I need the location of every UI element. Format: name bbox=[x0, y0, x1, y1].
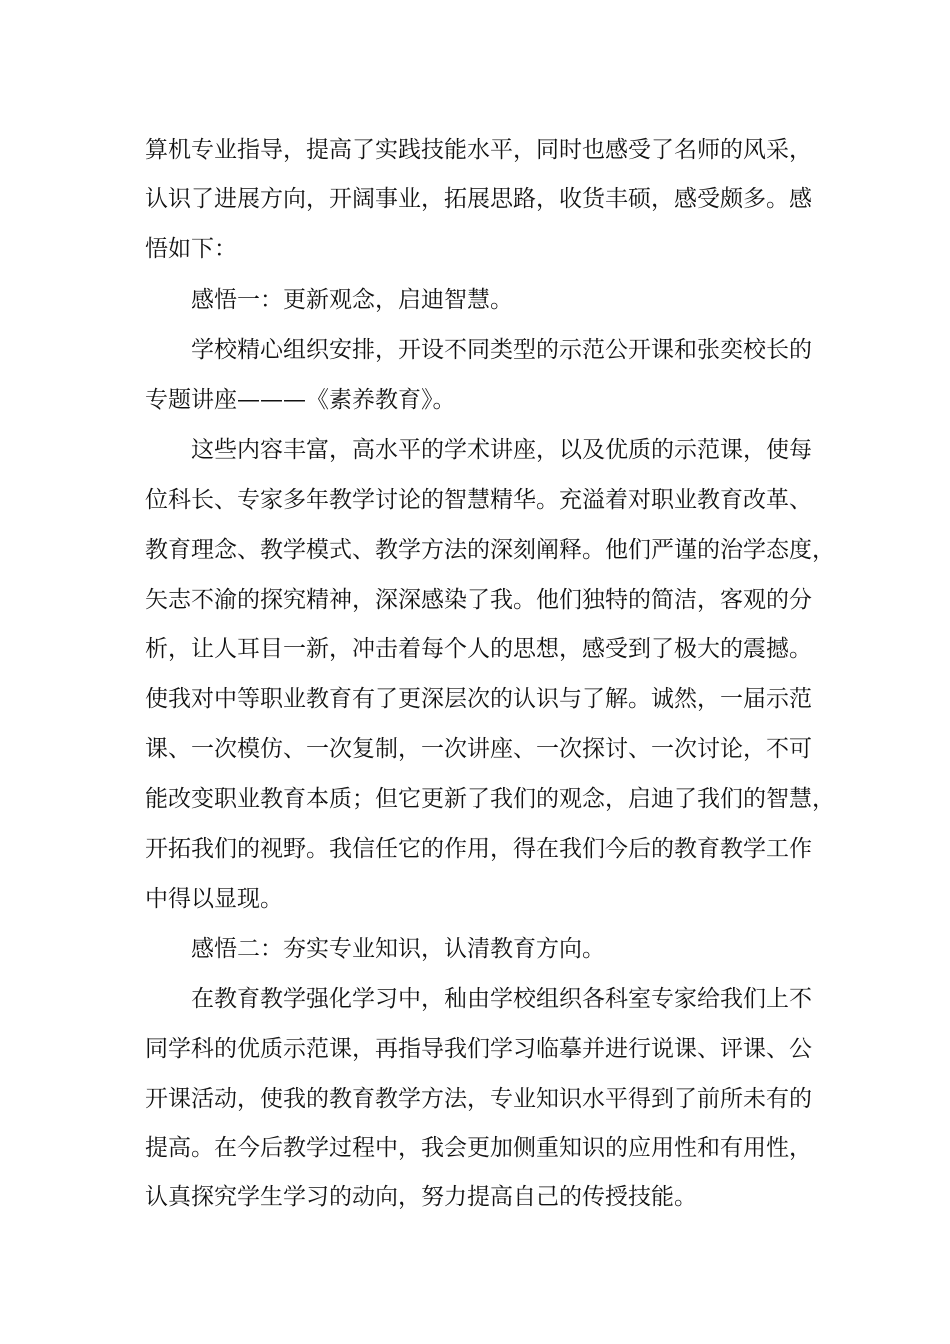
text-line: 教育理念、教学模式、教学方法的深刻阐释。他们严谨的治学态度， bbox=[145, 537, 835, 563]
text-line: 同学科的优质示范课，再指导我们学习临摹并进行说课、评课、公 bbox=[145, 1036, 812, 1062]
text-line: 悟如下： bbox=[145, 236, 237, 262]
text-line: 在教育教学强化学习中，秈由学校组织各科室专家给我们上不 bbox=[191, 986, 812, 1012]
text-line: 提高。在今后教学过程中，我会更加侧重知识的应用性和有用性， bbox=[145, 1135, 812, 1161]
text-line: 认识了进展方向，开阔事业，拓展思路，收货丰硕，感受颇多。感 bbox=[145, 186, 812, 212]
text-line: 这些内容丰富，高水平的学术讲座，以及优质的示范课，使每 bbox=[191, 437, 812, 463]
text-line: 析，让人耳目一新，冲击着每个人的思想，感受到了极大的震撼。 bbox=[145, 636, 812, 662]
text-line: 算机专业指导，提高了实践技能水平，同时也感受了名师的风采， bbox=[145, 137, 812, 163]
text-line: 矢志不渝的探究精神，深深感染了我。他们独特的简洁，客观的分 bbox=[145, 587, 812, 613]
text-line: 开拓我们的视野。我信任它的作用，得在我们今后的教育教学工作 bbox=[145, 836, 812, 862]
text-line: 认真探究学生学习的动向，努力提高自己的传授技能。 bbox=[145, 1184, 697, 1210]
text-line: 专题讲座———《素养教育》。 bbox=[145, 387, 456, 413]
text-line: 使我对中等职业教育有了更深层次的认识与了解。诚然，一届示范 bbox=[145, 686, 812, 712]
text-line: 中得以显现。 bbox=[145, 886, 283, 912]
text-line: 学校精心组织安排，开设不同类型的示范公开课和张奕校长的 bbox=[191, 337, 812, 363]
section-heading: 感悟二：夯实专业知识，认清教育方向。 bbox=[191, 936, 605, 962]
text-line: 能改变职业教育本质；但它更新了我们的观念，启迪了我们的智慧， bbox=[145, 786, 835, 812]
text-line: 位科长、专家多年教学讨论的智慧精华。充溢着对职业教育改革、 bbox=[145, 487, 812, 513]
section-heading: 感悟一：更新观念，启迪智慧。 bbox=[191, 287, 513, 313]
text-line: 课、一次模仿、一次复制，一次讲座、一次探讨、一次讨论，不可 bbox=[145, 736, 812, 762]
text-line: 开课活动，使我的教育教学方法，专业知识水平得到了前所未有的 bbox=[145, 1086, 812, 1112]
